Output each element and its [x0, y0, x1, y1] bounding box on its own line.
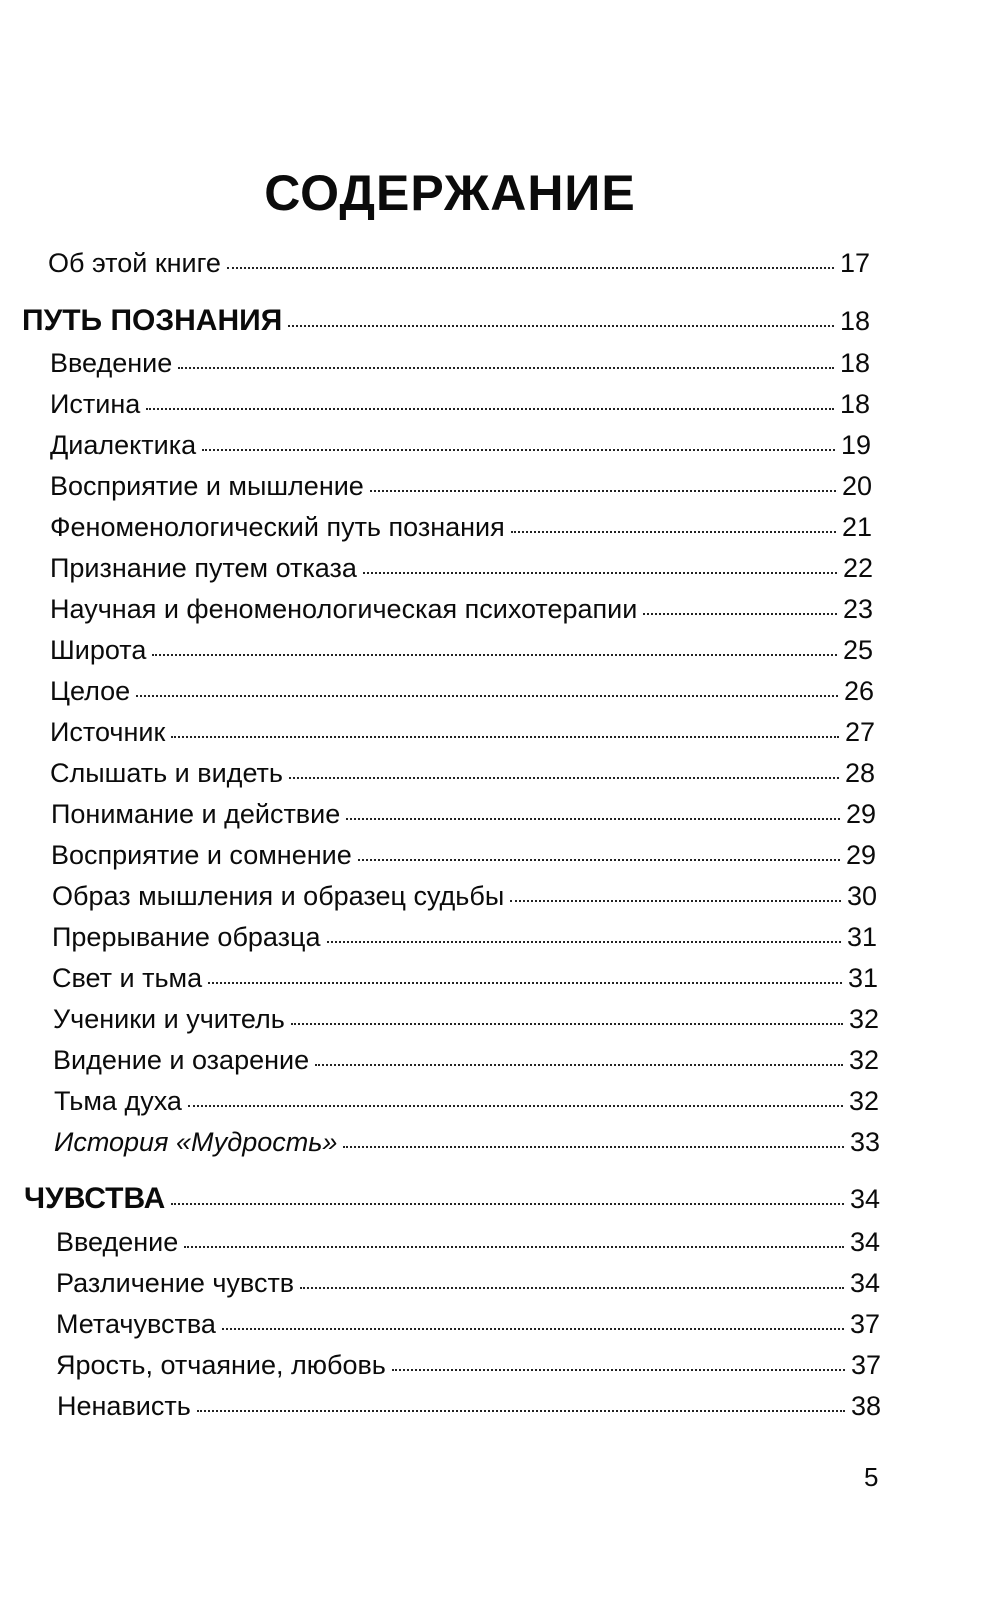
dot-leader — [222, 1328, 844, 1330]
dot-leader — [510, 900, 841, 902]
dot-leader — [300, 1287, 844, 1289]
toc-entry[interactable] — [50, 756, 875, 790]
toc-entry[interactable] — [51, 797, 876, 831]
dot-leader — [171, 1203, 844, 1205]
toc-entry-page: 38 — [850, 1391, 881, 1421]
toc-entry-label: Широта — [50, 635, 147, 665]
dot-leader — [392, 1369, 845, 1371]
dot-leader — [184, 1246, 844, 1248]
toc-entry[interactable] — [53, 1002, 879, 1036]
toc-entry-label: Слышать и видеть — [50, 758, 283, 788]
toc-entry[interactable] — [52, 879, 877, 913]
toc-entry-page: 34 — [849, 1184, 880, 1214]
toc-entry-label: Образ мышления и образец судьбы — [52, 881, 505, 911]
toc-entry[interactable] — [50, 674, 874, 708]
toc-entry[interactable] — [50, 346, 870, 380]
toc-section-label: ПУТЬ ПОЗНАНИЯ — [22, 304, 283, 337]
toc-entry-page: 31 — [846, 922, 877, 952]
dot-leader — [289, 777, 839, 779]
toc-entry-page: 29 — [845, 840, 876, 870]
toc-entry[interactable] — [50, 633, 873, 667]
toc-entry[interactable] — [50, 469, 872, 503]
dot-leader — [346, 818, 840, 820]
toc-entry-label: Понимание и действие — [51, 799, 341, 829]
toc-entry-page: 32 — [848, 1045, 879, 1075]
toc-section-path-of-knowledge[interactable] — [22, 304, 870, 338]
toc-entry-page: 18 — [839, 348, 870, 378]
toc-section-label: ЧУВСТВА — [24, 1182, 166, 1215]
toc-entry[interactable] — [57, 1389, 881, 1423]
toc-entry[interactable] — [51, 838, 876, 872]
dot-leader — [315, 1064, 843, 1066]
toc-entry-label: Тьма духа — [54, 1086, 182, 1116]
dot-leader — [288, 325, 834, 327]
dot-leader — [197, 1410, 845, 1412]
dot-leader — [643, 613, 837, 615]
dot-leader — [291, 1023, 843, 1025]
toc-entry[interactable] — [56, 1266, 880, 1300]
toc-entry-page: 19 — [840, 430, 871, 460]
toc-entry-label: Признание путем отказа — [50, 553, 357, 583]
toc-entry-label: Источник — [50, 717, 166, 747]
toc-entry-page: 34 — [849, 1268, 880, 1298]
toc-entry-story[interactable] — [54, 1125, 880, 1159]
toc-entry[interactable] — [56, 1348, 881, 1382]
toc-entry-page: 28 — [844, 758, 875, 788]
dot-leader — [171, 736, 839, 738]
toc-entry-label: Свет и тьма — [52, 963, 203, 993]
toc-entry-page: 33 — [849, 1127, 880, 1157]
toc-entry-page: 32 — [848, 1086, 879, 1116]
toc-entry[interactable] — [50, 387, 870, 421]
toc-entry-page: 30 — [846, 881, 877, 911]
toc-section-feelings[interactable] — [24, 1182, 880, 1216]
toc-entry-page: 26 — [843, 676, 874, 706]
toc-entry-label: Ненависть — [57, 1391, 191, 1421]
dot-leader — [208, 982, 842, 984]
toc-entry-label: Ученики и учитель — [53, 1004, 285, 1034]
dot-leader — [146, 408, 834, 410]
toc-entry-label: Восприятие и мышление — [50, 471, 364, 501]
toc-entry-label: Видение и озарение — [53, 1045, 310, 1075]
toc-entry-page: 31 — [847, 963, 878, 993]
toc-entry[interactable] — [56, 1225, 880, 1259]
toc-entry[interactable] — [52, 920, 877, 954]
toc-entry[interactable] — [50, 428, 871, 462]
toc-entry-page: 32 — [848, 1004, 879, 1034]
toc-entry-page: 18 — [839, 389, 870, 419]
toc-entry-label: Введение — [56, 1227, 179, 1257]
dot-leader — [327, 941, 841, 943]
dot-leader — [178, 367, 834, 369]
toc-entry-page: 25 — [842, 635, 873, 665]
toc-entry-about-book[interactable] — [48, 246, 870, 280]
toc-entry-label: Введение — [50, 348, 173, 378]
toc-entry[interactable] — [52, 961, 878, 995]
toc-entry-page: 29 — [845, 799, 876, 829]
toc-entry-page: 23 — [842, 594, 873, 624]
toc-entry-label: Целое — [50, 676, 131, 706]
toc-entry-page: 37 — [850, 1350, 881, 1380]
toc-entry-label: Научная и феноменологическая психотерапии — [50, 594, 638, 624]
dot-leader — [511, 531, 836, 533]
toc-entry[interactable] — [50, 551, 873, 585]
toc-entry-page: 17 — [839, 248, 870, 278]
toc-entry-label: Истина — [50, 389, 141, 419]
toc-entry-label: Восприятие и сомнение — [51, 840, 352, 870]
dot-leader — [202, 449, 835, 451]
dot-leader — [188, 1105, 843, 1107]
dot-leader — [363, 572, 837, 574]
toc-entry-page: 37 — [849, 1309, 880, 1339]
toc-entry-label: Метачувства — [56, 1309, 216, 1339]
toc-entry[interactable] — [53, 1043, 879, 1077]
dot-leader — [358, 859, 840, 861]
toc-entry-page: 21 — [841, 512, 872, 542]
toc-entry-label: Диалектика — [50, 430, 197, 460]
toc-entry[interactable] — [50, 510, 872, 544]
dot-leader — [152, 654, 837, 656]
dot-leader — [227, 267, 834, 269]
toc-entry-label: Прерывание образца — [52, 922, 321, 952]
page-number: 5 — [864, 1462, 879, 1492]
toc-entry-page: 20 — [841, 471, 872, 501]
toc-entry[interactable] — [50, 592, 873, 626]
page-title — [0, 164, 900, 222]
toc-entry-page: 27 — [844, 717, 875, 747]
dot-leader — [136, 695, 838, 697]
toc-entry-label: Об этой книге — [48, 248, 221, 278]
toc-entry[interactable] — [56, 1307, 880, 1341]
page-title-text: СОДЕРЖАНИЕ — [264, 165, 636, 221]
toc-entry-page: 34 — [849, 1227, 880, 1257]
toc-entry[interactable] — [50, 715, 875, 749]
toc-entry[interactable] — [54, 1084, 879, 1118]
toc-entry-label: Ярость, отчаяние, любовь — [56, 1350, 386, 1380]
dot-leader — [370, 490, 836, 492]
toc-entry-label: Различение чувств — [56, 1268, 295, 1298]
dot-leader — [343, 1146, 844, 1148]
toc-entry-page: 22 — [842, 553, 873, 583]
toc-entry-label: Феноменологический путь познания — [50, 512, 505, 542]
toc-entry-page: 18 — [839, 306, 870, 336]
toc-entry-label: История «Мудрость» — [54, 1127, 338, 1157]
